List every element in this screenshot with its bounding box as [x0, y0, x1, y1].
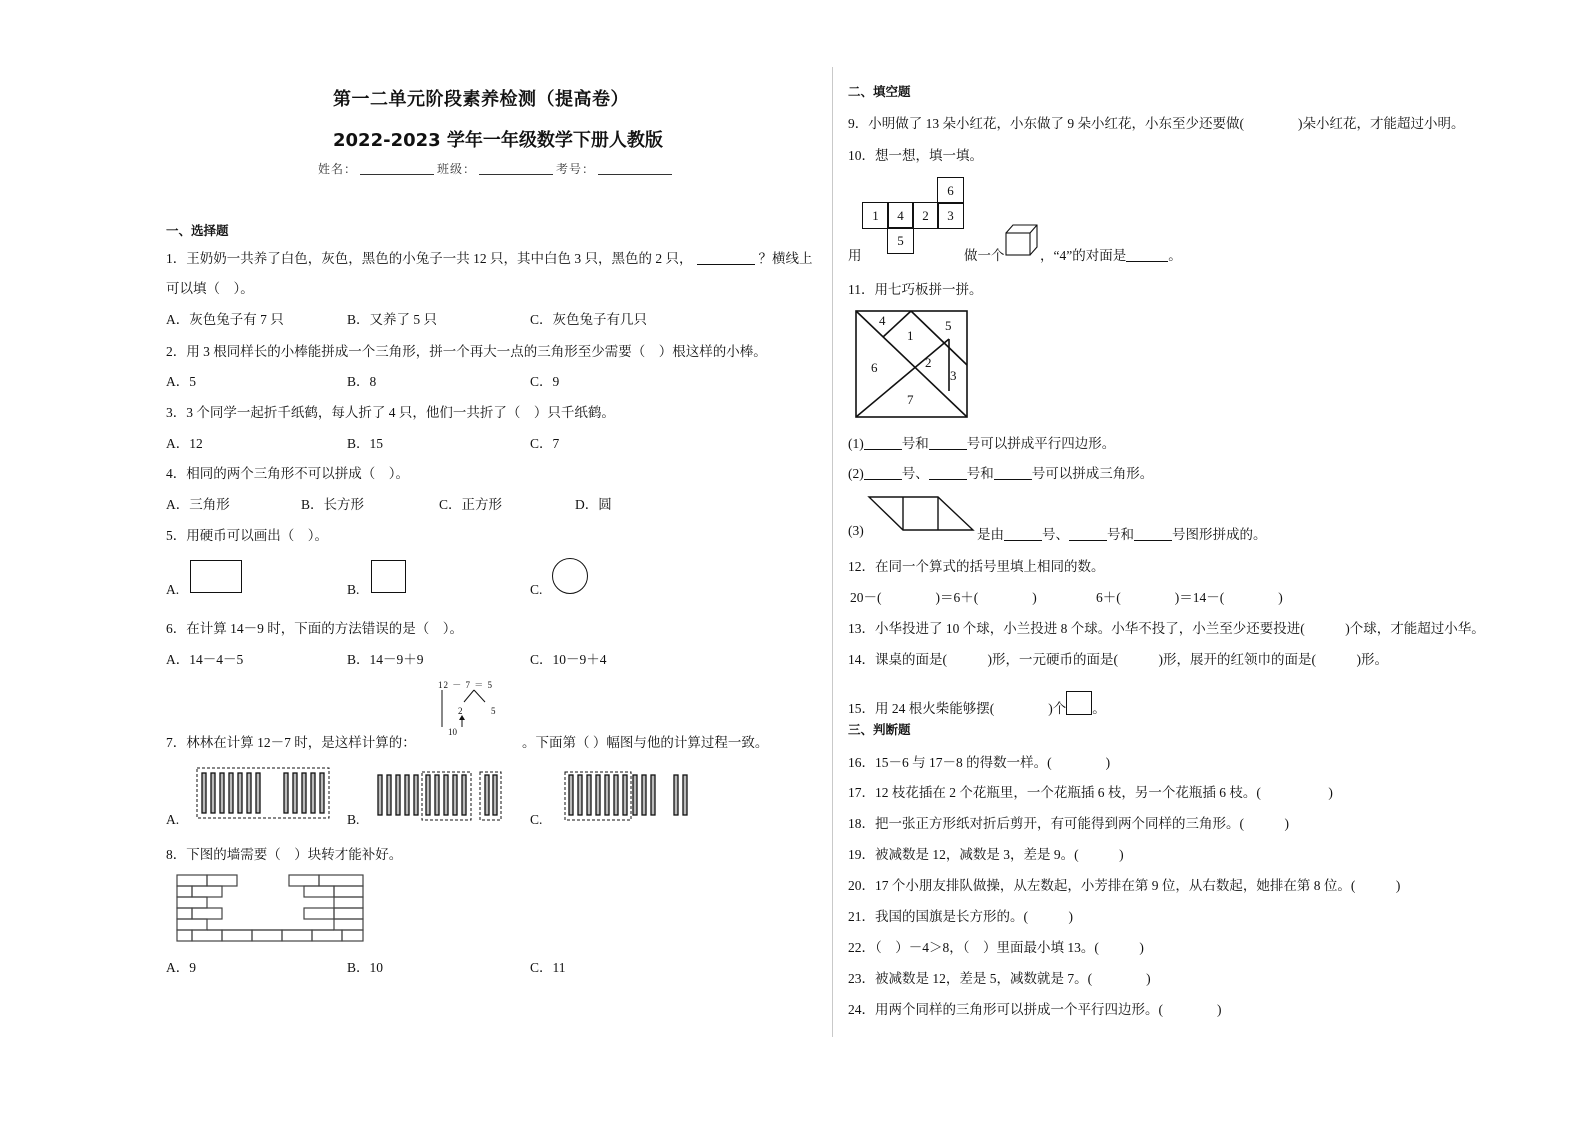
question-11: 11．用七巧板拼一拼。 [848, 282, 983, 297]
q7-option-a[interactable]: A. [166, 812, 180, 827]
section-choice-title: 一、选择题 [166, 223, 229, 238]
page-title: 第一二单元阶段素养检测（提高卷） [333, 89, 629, 110]
question-18: 18．把一张正方形纸对折后剪开，有可能得到两个同样的三角形。( ) [848, 816, 1289, 831]
q3-option-b[interactable]: B．15 [347, 436, 384, 451]
q7-option-c[interactable]: C. [530, 812, 543, 827]
tangram-piece-7: 7 [907, 392, 914, 407]
q4-option-c[interactable]: C．正方形 [439, 497, 503, 512]
question-1-blank [697, 252, 755, 265]
square-icon [1066, 691, 1092, 715]
q4-option-d[interactable]: D．圆 [575, 497, 612, 512]
exam-no-label: 考号： [556, 162, 596, 176]
question-9: 9．小明做了 13 朵小红花，小东做了 9 朵小红花，小东至少还要做( )朵小红花，才能超过小明。 [848, 116, 1465, 131]
tangram-piece-3: 3 [950, 368, 957, 383]
student-info-row [318, 160, 675, 177]
q11-p2-text: 号、 [901, 466, 929, 481]
q8-option-b[interactable]: B．10 [347, 960, 384, 975]
net-face-top: 6 [937, 177, 964, 204]
column-divider [832, 67, 833, 1037]
tangram-piece-2: 2 [925, 355, 932, 370]
q1-option-b[interactable]: B．又养了 5 只 [347, 312, 438, 327]
q15-end: 。 [1092, 701, 1106, 716]
q11-p1-blank-2[interactable] [929, 438, 967, 450]
name-field[interactable] [360, 162, 434, 175]
net-face-bottom: 5 [887, 227, 914, 254]
question-4: 4．相同的两个三角形不可以拼成（ ）。 [166, 466, 409, 481]
class-field[interactable] [479, 162, 553, 175]
net-face: 4 [887, 202, 914, 229]
question-2: 2．用 3 根同样长的小棒能拼成一个三角形，拼一个再大一点的三角形至少需要（ ）根这样的小棒。 [166, 344, 767, 359]
question-22: 22．（ ）－4＞8，（ ）里面最小填 13。( ) [848, 940, 1144, 955]
diagram-right-split: 5 [491, 706, 496, 716]
q6-option-c[interactable]: C．10－9＋4 [530, 652, 607, 667]
q12-equation-1: 20－( )＝6＋( ) [850, 590, 1037, 605]
q11-p2-blank-1[interactable] [864, 468, 902, 480]
question-24: 24．用两个同样的三角形可以拼成一个平行四边形。( ) [848, 1002, 1222, 1017]
question-19: 19．被减数是 12，减数是 3，差是 9。( ) [848, 847, 1124, 862]
question-3: 3．3 个同学一起折千纸鹤，每人折了 4 只，他们一共折了（ ）只千纸鹤。 [166, 405, 615, 420]
exam-no-field[interactable] [598, 162, 672, 175]
q8-option-a[interactable]: A．9 [166, 960, 196, 975]
q2-option-c[interactable]: C．9 [530, 374, 560, 389]
q11-p1-label: (1) [848, 436, 864, 451]
q11-p2-text-b: 号和 [966, 466, 994, 481]
q10-end: 。 [1168, 248, 1182, 263]
q11-part-3 [977, 523, 1267, 543]
q3-option-a[interactable]: A．12 [166, 436, 203, 451]
question-16: 16．15－6 与 17－8 的得数一样。( ) [848, 755, 1111, 770]
question-5: 5．用硬币可以画出（ ）。 [166, 528, 328, 543]
tangram-piece-6: 6 [871, 360, 878, 375]
q11-p3-blank-1[interactable] [1004, 529, 1042, 541]
q1-option-c[interactable]: C．灰色兔子有几只 [530, 312, 648, 327]
tangram-piece-5: 5 [945, 318, 952, 333]
circle-shape-icon [552, 558, 588, 594]
question-7-text-a: 7．林林在计算 12－7 时，是这样计算的： [166, 735, 416, 750]
q5-option-b[interactable]: B. [347, 582, 360, 597]
q11-p3-text-b: 号、 [1042, 527, 1069, 542]
q1-option-a[interactable]: A．灰色兔子有 7 只 [166, 312, 284, 327]
diagram-left-split: 2 [458, 706, 463, 716]
q4-option-a[interactable]: A．三角形 [166, 497, 230, 512]
question-13: 13．小华投进了 10 个球，小兰投进 8 个球。小华不投了，小兰至少还要投进( )个球，才能超过小华。 [848, 621, 1485, 636]
q15-text: 15．用 24 根火柴能够摆( )个 [848, 701, 1067, 716]
question-1 [166, 247, 813, 267]
question-10: 10．想一想，填一填。 [848, 148, 983, 163]
q11-p1-text: 号和 [901, 436, 929, 451]
net-face: 3 [937, 202, 964, 229]
question-20: 20．17 个小朋友排队做操，从左数起，小芳排在第 9 位，从右数起，她排在第 8 位。( ) [848, 878, 1401, 893]
question-12: 12．在同一个算式的括号里填上相同的数。 [848, 559, 1105, 574]
tangram-piece-1: 1 [907, 328, 914, 343]
page-subtitle: 2022-2023 学年一年级数学下册人教版 [333, 130, 663, 151]
tangram-piece-4: 4 [879, 313, 886, 328]
parallelogram-icon [0, 0, 1, 1]
q11-p3-text: 是由 [977, 527, 1004, 542]
net-face: 1 [862, 202, 889, 229]
q11-p2-blank-2[interactable] [929, 468, 967, 480]
q12-equation-2: 6＋( )＝14－( ) [1096, 590, 1283, 605]
q11-p3-text-c: 号和 [1107, 527, 1134, 542]
question-15 [848, 691, 1106, 717]
question-23: 23．被减数是 12，差是 5，减数就是 7。( ) [848, 971, 1151, 986]
q10-make-label: 做一个 [964, 248, 1005, 263]
question-8: 8．下图的墙需要（ ）块转才能补好。 [166, 847, 403, 862]
diagram-bottom: 10 [448, 727, 457, 737]
q4-option-b[interactable]: B．长方形 [301, 497, 365, 512]
q10-use-label: 用 [848, 248, 862, 263]
section-judge-title: 三、判断题 [848, 722, 911, 737]
q11-part-2 [848, 462, 1153, 482]
question-1-cont: 可以填（ ）。 [166, 281, 254, 296]
q11-p1-blank-1[interactable] [864, 438, 902, 450]
q5-option-a[interactable]: A. [166, 582, 180, 597]
net-face: 2 [912, 202, 939, 229]
rectangle-shape-icon [190, 560, 242, 593]
question-7-text-b: 。下面第（ ）幅图与他的计算过程一致。 [522, 735, 769, 750]
q11-p3-blank-3[interactable] [1134, 529, 1172, 541]
square-shape-icon [371, 560, 406, 593]
q6-option-a[interactable]: A．14－4－5 [166, 652, 244, 667]
q11-p1-text-end: 号可以拼成平行四边形。 [966, 436, 1116, 451]
q11-p3-text-end: 号图形拼成的。 [1172, 527, 1267, 542]
q10-suffix-text: ，“4”的对面是 [1040, 248, 1127, 263]
question-6: 6．在计算 14－9 时，下面的方法错误的是（ ）。 [166, 621, 463, 636]
q11-part-1 [848, 432, 1115, 452]
section-fill-title: 二、填空题 [848, 84, 911, 99]
q10-suffix [1040, 244, 1182, 264]
q8-option-c[interactable]: C．11 [530, 960, 566, 975]
q10-answer-blank[interactable] [1126, 250, 1168, 262]
q11-p2-text-end: 号可以拼成三角形。 [1031, 466, 1154, 481]
diagram-top: 12 － 7 ＝ 5 [438, 680, 494, 690]
question-1-text: 1．王奶奶一共养了白色，灰色，黑色的小兔子一共 12 只，其中白色 3 只，黑色的 2 只， [166, 251, 693, 266]
question-14: 14．课桌的面是( )形，一元硬币的面是( )形，展开的红领巾的面是( )形。 [848, 652, 1388, 667]
question-21: 21．我国的国旗是长方形的。( ) [848, 909, 1073, 924]
name-label: 姓名： [318, 162, 358, 176]
class-label: 班级： [437, 162, 477, 176]
q11-p2-label: (2) [848, 466, 864, 481]
question-17: 17．12 枝花插在 2 个花瓶里，一个花瓶插 6 枝，另一个花瓶插 6 枝。( ) [848, 785, 1333, 800]
q5-option-c[interactable]: C. [530, 582, 543, 597]
q11-part-3-label: (3) [848, 523, 864, 538]
q11-p3-blank-2[interactable] [1069, 529, 1107, 541]
q3-option-c[interactable]: C．7 [530, 436, 560, 451]
q2-option-b[interactable]: B．8 [347, 374, 377, 389]
q6-option-b[interactable]: B．14－9＋9 [347, 652, 424, 667]
q11-p2-blank-3[interactable] [994, 468, 1032, 480]
question-1-text-b: ？横线上 [758, 251, 813, 266]
q7-option-b[interactable]: B. [347, 812, 360, 827]
q2-option-a[interactable]: A．5 [166, 374, 196, 389]
